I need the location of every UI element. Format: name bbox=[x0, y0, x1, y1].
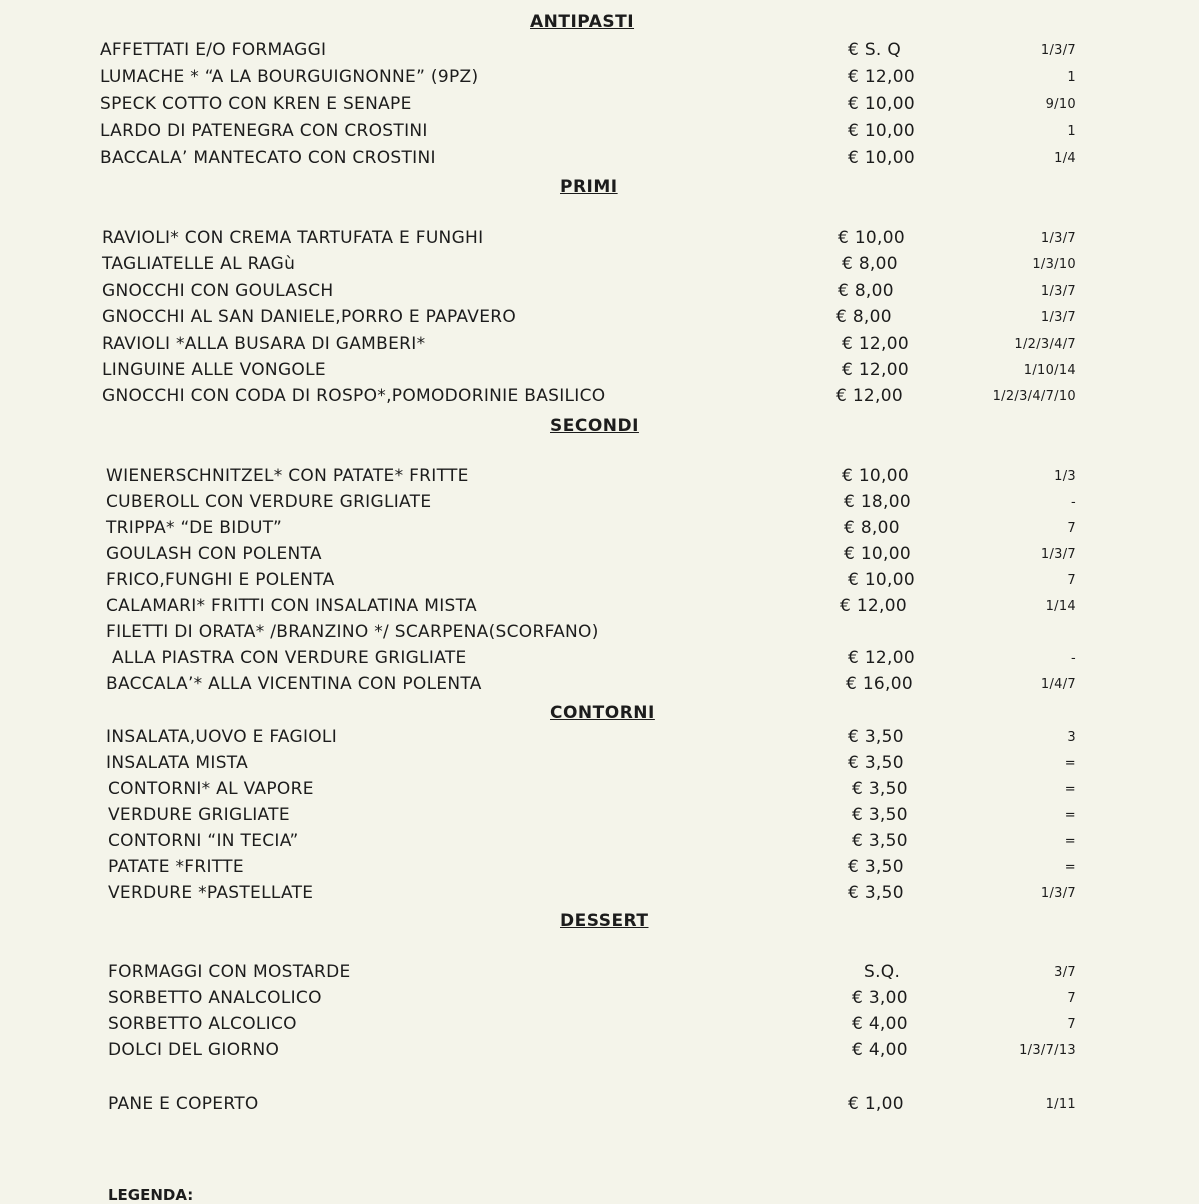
item-price: € 3,50 bbox=[852, 831, 908, 851]
item-allergens: 1/2/3/4/7 bbox=[1014, 337, 1076, 352]
menu-item bbox=[0, 1040, 1199, 1066]
item-allergens: 1/3/7 bbox=[1040, 284, 1076, 299]
item-allergens: 1/3/7/13 bbox=[1019, 1043, 1076, 1058]
item-name: RAVIOLI *ALLA BUSARA DI GAMBERI* bbox=[102, 334, 426, 354]
item-name: PATATE *FRITTE bbox=[108, 857, 244, 877]
item-price: € 3,50 bbox=[848, 727, 904, 747]
item-allergens: = bbox=[1064, 756, 1076, 771]
item-allergens: 3 bbox=[1067, 730, 1076, 745]
menu-item bbox=[0, 753, 1199, 779]
item-allergens: 1/4 bbox=[1054, 151, 1076, 166]
menu-item bbox=[0, 831, 1199, 857]
menu-item bbox=[0, 148, 1199, 174]
menu-item bbox=[0, 1094, 1199, 1120]
item-price: € 8,00 bbox=[836, 307, 892, 327]
item-price: € 10,00 bbox=[842, 466, 909, 486]
heading-contorni: CONTORNI bbox=[550, 703, 655, 723]
menu-item bbox=[0, 67, 1199, 93]
item-price: € 8,00 bbox=[842, 254, 898, 274]
item-allergens: 1/11 bbox=[1045, 1097, 1076, 1112]
item-allergens: 1/3/10 bbox=[1032, 257, 1076, 272]
menu-item bbox=[0, 360, 1199, 386]
item-price: € 16,00 bbox=[846, 674, 913, 694]
item-price: € 12,00 bbox=[848, 648, 915, 668]
item-name: LINGUINE ALLE VONGOLE bbox=[102, 360, 326, 380]
item-price: € 3,50 bbox=[848, 753, 904, 773]
item-allergens: 1 bbox=[1067, 70, 1076, 85]
menu-item bbox=[0, 281, 1199, 307]
item-name: GNOCCHI CON GOULASCH bbox=[102, 281, 334, 301]
item-allergens: = bbox=[1064, 860, 1076, 875]
item-price: € 3,50 bbox=[848, 883, 904, 903]
item-name: DOLCI DEL GIORNO bbox=[108, 1040, 280, 1060]
item-name: LUMACHE * “A LA BOURGUIGNONNE” (9PZ) bbox=[100, 67, 479, 87]
item-allergens: 7 bbox=[1067, 573, 1076, 588]
item-name: PANE E COPERTO bbox=[108, 1094, 259, 1114]
item-allergens: 7 bbox=[1067, 991, 1076, 1006]
heading-dessert: DESSERT bbox=[560, 911, 649, 931]
item-price: € 3,50 bbox=[852, 779, 908, 799]
item-name: GNOCCHI CON CODA DI ROSPO*,POMODORINIE BASILICO bbox=[102, 386, 606, 406]
heading-primi: PRIMI bbox=[560, 177, 618, 197]
menu-item bbox=[0, 121, 1199, 147]
item-name: SORBETTO ALCOLICO bbox=[108, 1014, 297, 1034]
menu-item bbox=[0, 805, 1199, 831]
item-price: € 4,00 bbox=[852, 1040, 908, 1060]
item-name: GOULASH CON POLENTA bbox=[106, 544, 322, 564]
item-allergens: 1/4/7 bbox=[1040, 677, 1076, 692]
menu-item bbox=[0, 962, 1199, 988]
menu-item bbox=[0, 1014, 1199, 1040]
item-allergens: 1/10/14 bbox=[1023, 363, 1076, 378]
menu-item bbox=[0, 570, 1199, 596]
item-name: RAVIOLI* CON CREMA TARTUFATA E FUNGHI bbox=[102, 228, 484, 248]
item-allergens: 1/3/7 bbox=[1040, 231, 1076, 246]
legend-label: LEGENDA: bbox=[108, 1186, 194, 1204]
item-price: € 10,00 bbox=[848, 94, 915, 114]
item-name: AFFETTATI E/O FORMAGGI bbox=[100, 40, 327, 60]
menu-item bbox=[0, 254, 1199, 280]
item-allergens: = bbox=[1064, 834, 1076, 849]
item-name: VERDURE GRIGLIATE bbox=[108, 805, 290, 825]
item-allergens: 1/3/7 bbox=[1040, 310, 1076, 325]
item-price: € 12,00 bbox=[836, 386, 903, 406]
item-allergens: 1/3/7 bbox=[1040, 43, 1076, 58]
item-allergens: 7 bbox=[1067, 521, 1076, 536]
item-name: TRIPPA* “DE BIDUT” bbox=[106, 518, 283, 538]
item-price: € 4,00 bbox=[852, 1014, 908, 1034]
item-name: TAGLIATELLE AL RAGù bbox=[102, 254, 296, 274]
item-name: SPECK COTTO CON KREN E SENAPE bbox=[100, 94, 412, 114]
item-price: € 10,00 bbox=[838, 228, 905, 248]
item-name: VERDURE *PASTELLATE bbox=[108, 883, 314, 903]
item-name: SORBETTO ANALCOLICO bbox=[108, 988, 322, 1008]
menu-item bbox=[0, 544, 1199, 570]
menu-item bbox=[0, 386, 1199, 412]
item-name: WIENERSCHNITZEL* CON PATATE* FRITTE bbox=[106, 466, 469, 486]
item-allergens: - bbox=[1071, 651, 1076, 666]
item-price: € 10,00 bbox=[848, 570, 915, 590]
item-price: € 1,00 bbox=[848, 1094, 904, 1114]
item-allergens: 1/2/3/4/7/10 bbox=[992, 389, 1076, 404]
menu-item bbox=[0, 334, 1199, 360]
item-name: FORMAGGI CON MOSTARDE bbox=[108, 962, 351, 982]
item-price: S.Q. bbox=[864, 962, 901, 982]
item-price: € 3,00 bbox=[852, 988, 908, 1008]
menu-item bbox=[0, 622, 1199, 648]
item-allergens: = bbox=[1064, 782, 1076, 797]
item-price: € 3,50 bbox=[848, 857, 904, 877]
menu-item bbox=[0, 518, 1199, 544]
item-price: € S. Q bbox=[848, 40, 901, 60]
item-price: € 18,00 bbox=[844, 492, 911, 512]
item-price: € 10,00 bbox=[848, 148, 915, 168]
menu-item bbox=[0, 307, 1199, 333]
item-allergens: - bbox=[1071, 495, 1076, 510]
item-price: € 8,00 bbox=[838, 281, 894, 301]
menu-item bbox=[0, 674, 1199, 700]
heading-antipasti: ANTIPASTI bbox=[530, 12, 635, 32]
item-name: CONTORNI* AL VAPORE bbox=[108, 779, 314, 799]
item-price: € 10,00 bbox=[848, 121, 915, 141]
menu-item bbox=[0, 40, 1199, 66]
item-name: CUBEROLL CON VERDURE GRIGLIATE bbox=[106, 492, 432, 512]
menu-item bbox=[0, 492, 1199, 518]
item-name: FRICO,FUNGHI E POLENTA bbox=[106, 570, 335, 590]
item-name: BACCALA’* ALLA VICENTINA CON POLENTA bbox=[106, 674, 482, 694]
menu-item bbox=[0, 648, 1199, 674]
item-price: € 12,00 bbox=[842, 334, 909, 354]
item-allergens: 3/7 bbox=[1054, 965, 1076, 980]
item-price: € 10,00 bbox=[844, 544, 911, 564]
item-name: ALLA PIASTRA CON VERDURE GRIGLIATE bbox=[112, 648, 467, 668]
item-name: LARDO DI PATENEGRA CON CROSTINI bbox=[100, 121, 428, 141]
item-allergens: 1/3 bbox=[1054, 469, 1076, 484]
menu-item bbox=[0, 727, 1199, 753]
item-name: INSALATA,UOVO E FAGIOLI bbox=[106, 727, 338, 747]
item-allergens: = bbox=[1064, 808, 1076, 823]
item-price: € 12,00 bbox=[842, 360, 909, 380]
item-allergens: 7 bbox=[1067, 1017, 1076, 1032]
item-allergens: 1/3/7 bbox=[1040, 886, 1076, 901]
item-price: € 8,00 bbox=[844, 518, 900, 538]
item-name: FILETTI DI ORATA* /BRANZINO */ SCARPENA(SCORFANO) bbox=[106, 622, 599, 642]
menu-item bbox=[0, 779, 1199, 805]
item-name: CONTORNI “IN TECIA” bbox=[108, 831, 299, 851]
item-name: CALAMARI* FRITTI CON INSALATINA MISTA bbox=[106, 596, 477, 616]
item-price: € 12,00 bbox=[848, 67, 915, 87]
item-allergens: 1 bbox=[1067, 124, 1076, 139]
item-name: INSALATA MISTA bbox=[106, 753, 249, 773]
menu-item bbox=[0, 857, 1199, 883]
heading-secondi: SECONDI bbox=[550, 416, 639, 436]
item-price: € 3,50 bbox=[852, 805, 908, 825]
item-allergens: 9/10 bbox=[1045, 97, 1076, 112]
item-allergens: 1/3/7 bbox=[1040, 547, 1076, 562]
menu-item bbox=[0, 883, 1199, 909]
item-name: BACCALA’ MANTECATO CON CROSTINI bbox=[100, 148, 436, 168]
item-price: € 12,00 bbox=[840, 596, 907, 616]
item-allergens: 1/14 bbox=[1045, 599, 1076, 614]
item-name: GNOCCHI AL SAN DANIELE,PORRO E PAPAVERO bbox=[102, 307, 517, 327]
menu-item bbox=[0, 466, 1199, 492]
menu-item bbox=[0, 94, 1199, 120]
menu-item bbox=[0, 988, 1199, 1014]
menu-item bbox=[0, 596, 1199, 622]
menu-item bbox=[0, 228, 1199, 254]
